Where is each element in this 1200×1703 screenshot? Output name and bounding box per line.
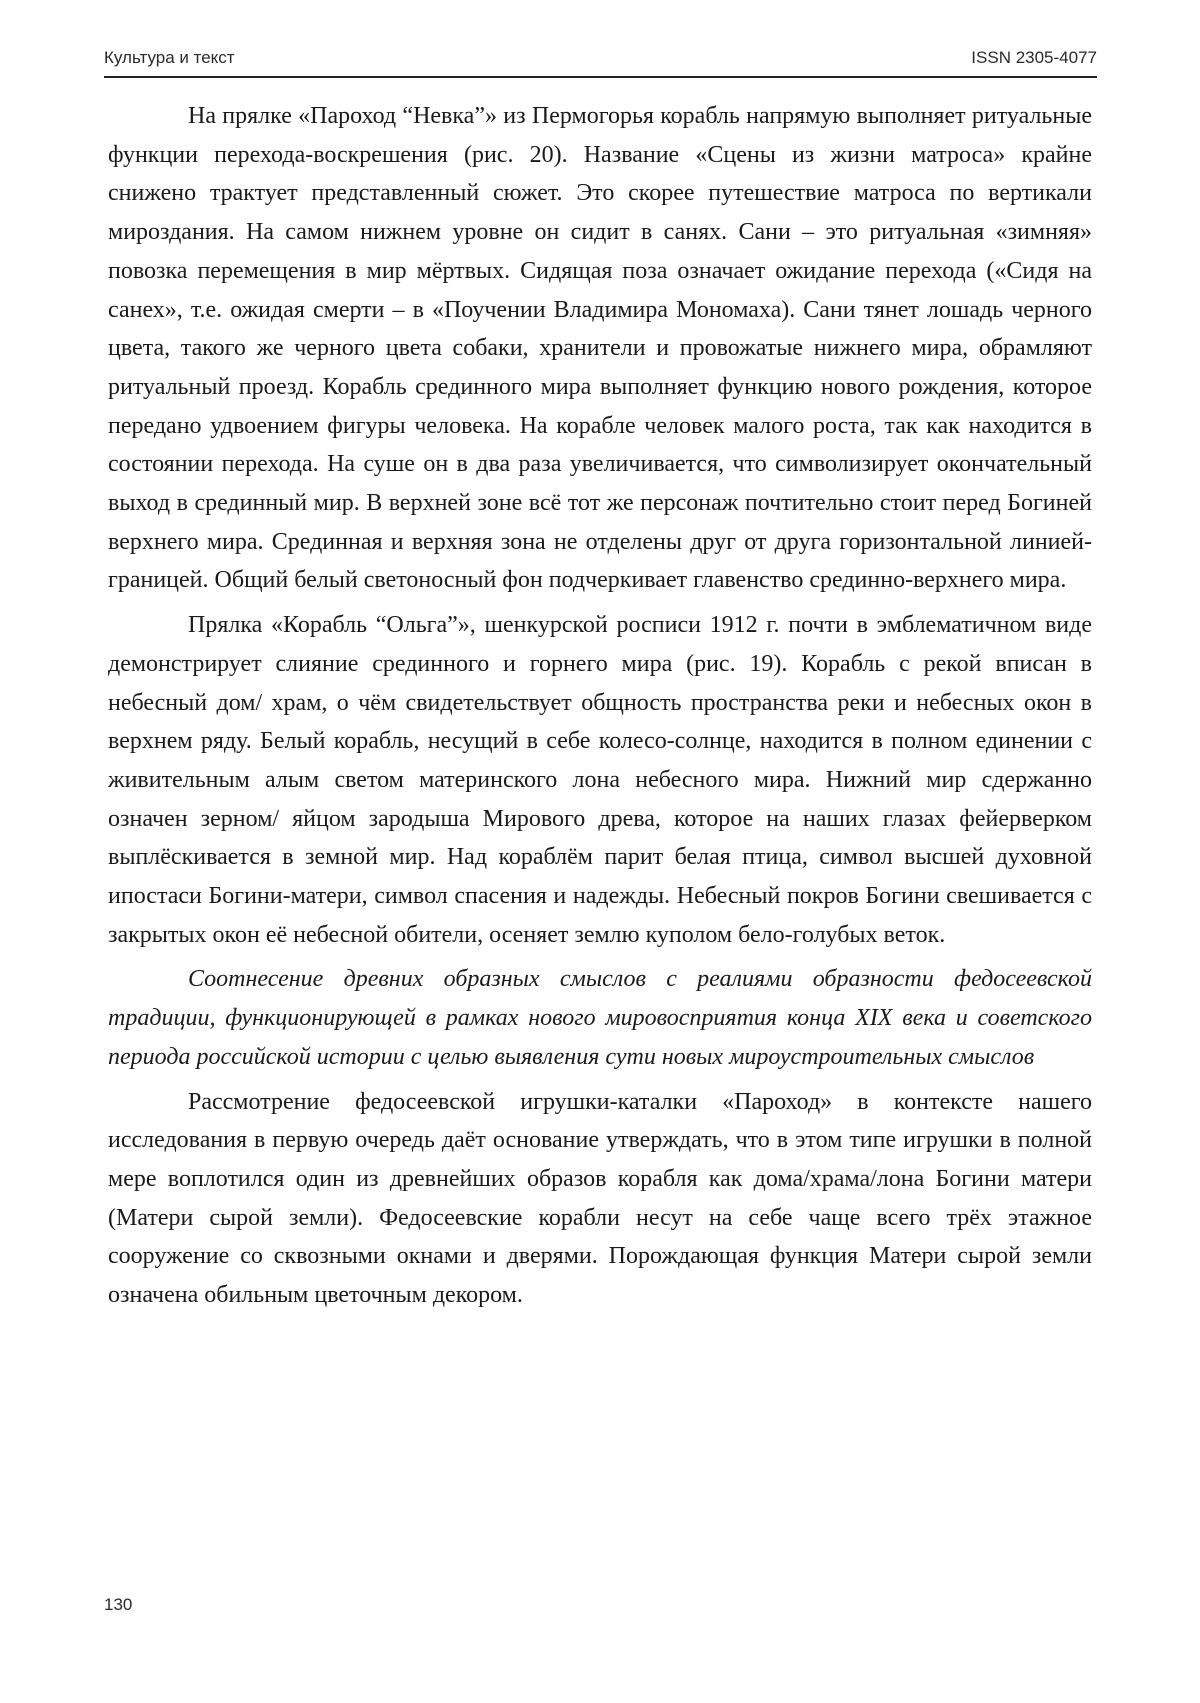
page-number: 130: [104, 1595, 133, 1614]
paragraph: Рассмотрение федосеевской игрушки-каталки «Пароход» в контексте нашего исследования в первую очередь даёт основание утверждать, что в этом типе игрушки в полной мере воплотился один из древнейших образов корабля как дома/храма/лона Богини матери (Матери сырой земли). Федосеевские корабли несут на себе чаще всего трёх этажное сооружение со сквозными окнами и дверями. Порождающая функция Матери сырой земли означена обильным цветочным декором.: [108, 1088, 1092, 1309]
article-body: [108, 97, 1092, 1321]
running-header: [104, 46, 1097, 78]
paragraph: Прялка «Корабль “Ольга”», шенкурской росписи 1912 г. почти в эмблематичном виде демонстрирует слияние срединного и горнего мира (рис. 19). Корабль с рекой вписан в небесный дом/ храм, о чём свидетельствует общность пространства реки и небесных окон в верхнем ряду. Белый корабль, несущий в себе колесо-солнце, находится в полном единении с живительным алым светом материнского лона небесного мира. Нижний мир сдержанно означен зерном/ яйцом зародыша Мирового древа, которое на наших глазах фейерверком выплёскивается в земной мир. Над кораблём парит белая птица, символ высшей духовной ипостаси Богини-матери, символ спасения и надежды. Небесный покров Богини свешивается с закрытых окон её небесной обители, осеняет землю куполом бело-голубых веток.: [108, 612, 1092, 948]
journal-title: Культура и текст: [104, 48, 235, 67]
paragraph: На прялке «Пароход “Невка”» из Пермогорья корабль напрямую выполняет ритуальные функции перехода-воскрешения (рис. 20). Название «Сцены из жизни матроса» крайне снижено трактует представленный сюжет. Это скорее путешествие матроса по вертикали мироздания. На самом нижнем уровне он сидит в санях. Сани – это ритуальная «зимняя» повозка перемещения в мир мёртвых. Сидящая поза означает ожидание перехода («Сидя на санех», т.е. ожидая смерти – в «Поучении Владимира Мономаха). Сани тянет лошадь черного цвета, такого же черного цвета собаки, хранители и провожатые нижнего мира, обрамляют ритуальный проезд. Корабль срединного мира выполняет функцию нового рождения, которое передано удвоением фигуры человека. На корабле человек малого роста, так как находится в состоянии перехода. На суше он в два раза увеличивается, что символизирует окончательный выход в срединный мир. В верхней зоне всё тот же персонаж почтительно стоит перед Богиней верхнего мира. Срединная и верхняя зона не отделены друг от друга горизонтальной линией-границей. Общий белый светоносный фон подчеркивает главенство срединно-верхнего мира.: [108, 103, 1092, 594]
issn-label: ISSN 2305-4077: [971, 48, 1097, 67]
section-heading: Соотнесение древних образных смыслов с реалиями образности федосеевской традиции, функционирующей в рамках нового мировосприятия конца XIX века и советского периода российской истории с целью выявления сути новых мироустроительных смыслов: [108, 966, 1092, 1070]
